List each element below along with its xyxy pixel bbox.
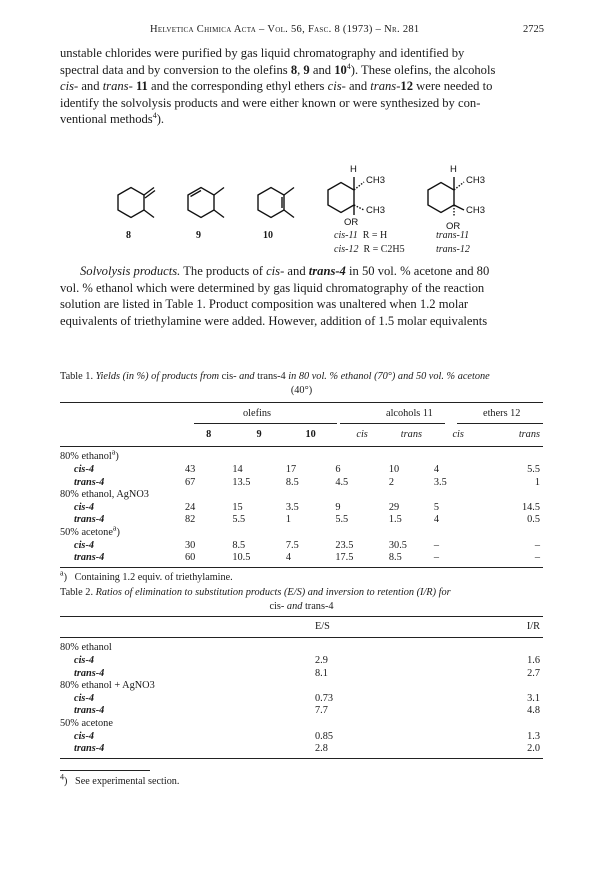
group-rule-ethers xyxy=(457,423,543,424)
col-header: cis xyxy=(452,428,464,440)
atom-label: CH3 xyxy=(366,205,386,216)
group-header-ethers: ethers 12 xyxy=(483,408,521,419)
structure-8 xyxy=(118,188,155,218)
structure-label-trans-12: trans-12 xyxy=(436,244,470,255)
table2-caption: Table 2. Ratios of elimination to substitution products (E/S) and inversion to retention (I/R) for cis- and trans-4 xyxy=(60,587,451,612)
table-row: cis-4 24 15 3.5 9 29 5 14.5 xyxy=(74,501,540,513)
table-row: trans-4 2.8 2.0 xyxy=(74,743,540,755)
table1-footnote: $^a$) Containing 1.2 equiv. of triethylamine. xyxy=(60,568,233,583)
structure-trans-11-12 xyxy=(428,177,464,217)
intro-paragraph xyxy=(60,45,543,128)
table2-header-row xyxy=(60,620,543,633)
structure-label-8: 8 xyxy=(126,230,131,241)
table1-section-title: 50% acetone$^a$) xyxy=(60,523,120,538)
table-row: cis-4 30 8.5 7.5 23.5 30.5 – – xyxy=(74,539,540,551)
table2-section-title: 80% ethanol xyxy=(60,642,112,654)
table-row: trans-4 60 10.5 4 17.5 8.5 – – xyxy=(74,552,540,564)
structure-label-10: 10 xyxy=(263,230,273,241)
table-row: trans-4 8.1 2.7 xyxy=(74,667,540,679)
atom-label: OR xyxy=(446,221,461,232)
col-header: cis xyxy=(356,428,368,440)
text-line: identify the solvolysis products and were either known or were synthesized by con- xyxy=(60,95,481,110)
table1-caption: Table 1. Yields (in %) of products from cis- and trans-4 in 80 vol. % ethanol (70°) and 50 vol. % acetone (40°) xyxy=(60,371,490,396)
running-header xyxy=(60,24,544,38)
table1-group-headers xyxy=(0,408,604,422)
col-header: E/S xyxy=(315,620,330,632)
structure-cis-11-12 xyxy=(328,177,364,215)
table2-section-title: 50% acetone xyxy=(60,717,113,729)
structure-label-9: 9 xyxy=(196,230,201,241)
table-row: cis-4 2.9 1.6 xyxy=(74,654,540,666)
group-rule-olefins xyxy=(194,423,337,424)
table-row: trans-4 67 13.5 8.5 4.5 2 3.5 1 xyxy=(74,476,540,488)
journal-title: Helvetica Chimica Acta – Vol. 56, Fasc. 8 (1973) – Nr. 281 xyxy=(150,24,420,35)
table1-section-title: 80% ethanol$^a$) xyxy=(60,447,119,463)
text-line: unstable chlorides were purified by gas liquid chromatography and identified by xyxy=(60,46,465,60)
page-footnote: $^4$) See experimental section. xyxy=(60,772,180,787)
structure-label-cis-12: cis-12 R = C2H5 xyxy=(334,244,405,255)
group-header-alcohols: alcohols 11 xyxy=(386,408,433,419)
table1-section-title: 80% ethanol, AgNO3 xyxy=(60,489,149,501)
group-rule-alcohols xyxy=(340,423,445,424)
text-line: Solvolysis products. The products of cis- and trans-4 in 50 vol. % acetone and 80 xyxy=(80,264,490,278)
text-line: vol. % ethanol which were determined by gas liquid chromatography of the reaction xyxy=(60,280,485,295)
atom-label: CH3 xyxy=(466,175,486,186)
table-row: cis-4 0.85 1.3 xyxy=(74,730,540,742)
table2-section-title: 80% ethanol + AgNO3 xyxy=(60,680,155,692)
atom-label: OR xyxy=(344,217,359,228)
solvolysis-paragraph xyxy=(60,263,543,329)
table-row: trans-4 82 5.5 1 5.5 1.5 4 0.5 xyxy=(74,514,540,526)
col-header: I/R xyxy=(526,620,540,632)
structure-label-trans-11: trans-11 xyxy=(436,230,470,241)
atom-label: H xyxy=(450,164,457,175)
text-line: equivalents of triethylamine were added. However, addition of 1.5 molar equivalents xyxy=(60,313,488,328)
atom-label: H xyxy=(350,164,357,175)
chemical-structures xyxy=(0,155,604,250)
table2 xyxy=(60,620,543,759)
table1-top-rule xyxy=(60,402,543,403)
text-line: ventional methods$^4$). xyxy=(60,111,165,127)
table-row: cis-4 0.73 3.1 xyxy=(74,692,540,704)
col-header: 8 xyxy=(206,428,212,440)
col-header: 10 xyxy=(305,428,316,440)
table2-top-rule xyxy=(60,616,543,617)
col-header: trans xyxy=(518,428,540,440)
col-header: 9 xyxy=(256,428,262,440)
structure-label-cis-11: cis-11 R = H xyxy=(334,230,388,241)
page-number: 2725 xyxy=(523,24,544,35)
footnote-rule xyxy=(60,770,150,771)
table-row: cis-4 43 14 17 6 10 4 5.5 xyxy=(74,463,540,475)
table1-header-row xyxy=(60,428,543,441)
group-header-olefins: olefins xyxy=(243,408,272,419)
atom-label: CH3 xyxy=(466,205,486,216)
text-line: spectral data and by conversion to the olefins 8, 9 and $10^4$). These olefins, the alcohols xyxy=(60,61,496,77)
col-header: trans xyxy=(400,428,422,440)
structure-9 xyxy=(188,188,224,218)
table-row: trans-4 7.7 4.8 xyxy=(74,705,540,717)
table1 xyxy=(60,428,543,584)
atom-label: CH3 xyxy=(366,175,386,186)
text-line: cis- and trans- 11 and the corresponding ethyl ethers cis- and trans-12 were needed to xyxy=(60,79,493,94)
text-line: solution are listed in Table 1. Product composition was unaltered when 1.2 molar xyxy=(60,297,469,312)
structure-10 xyxy=(258,188,294,218)
